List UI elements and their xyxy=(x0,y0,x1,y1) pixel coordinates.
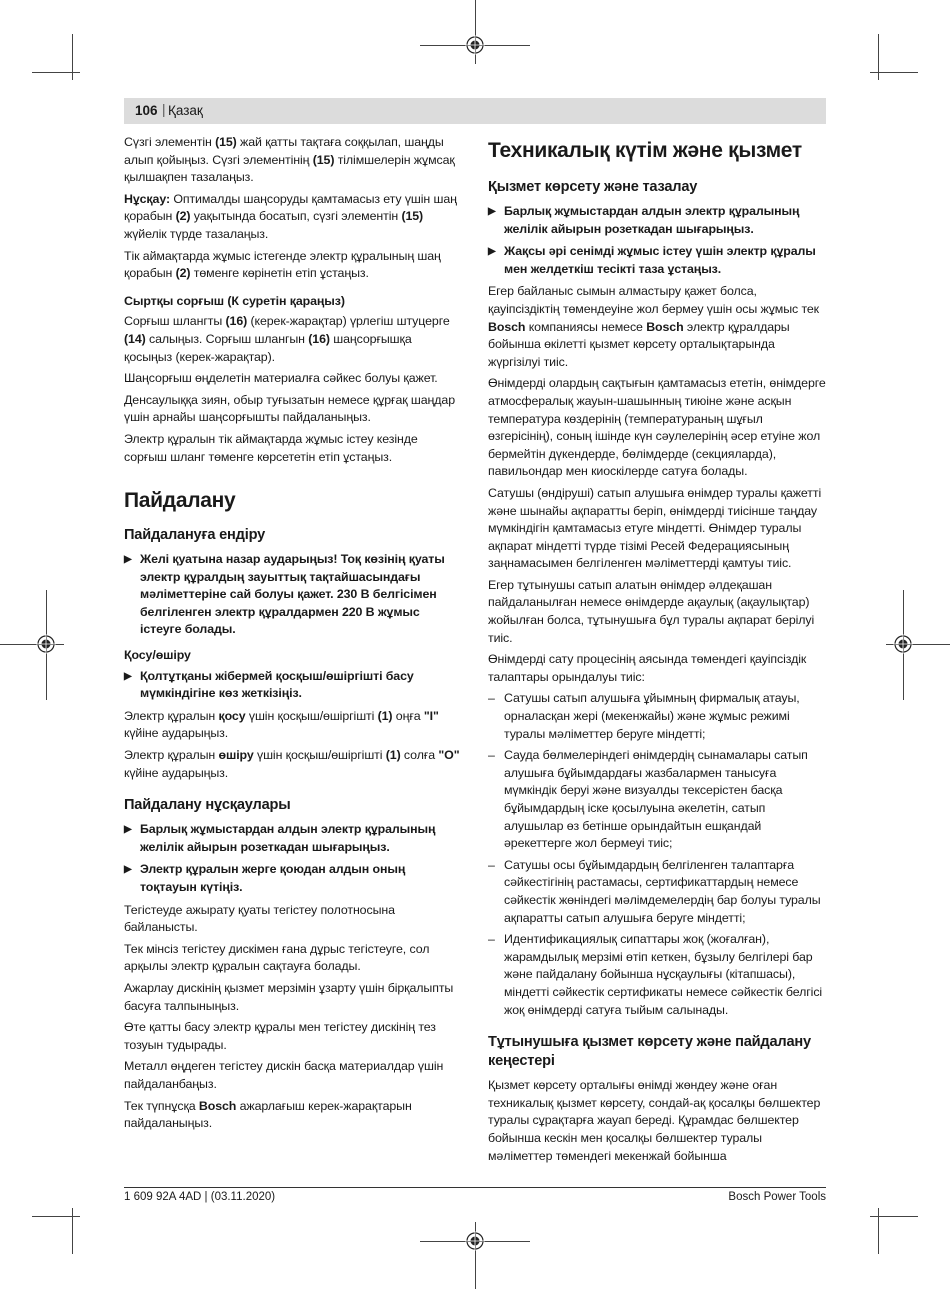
bullet-triangle-icon: ▶ xyxy=(124,824,132,836)
page-header xyxy=(124,98,826,124)
page-number: 106 xyxy=(135,103,158,118)
registration-target-icon xyxy=(36,634,56,654)
left-column xyxy=(124,134,460,1137)
bullet-triangle-icon: ▶ xyxy=(124,864,132,876)
footer-divider xyxy=(124,1187,826,1188)
paragraph-metal-disc: Металл өңдеген тегістеу дискін басқа материалдар үшін пайдаланбаңыз. xyxy=(124,1059,444,1091)
paragraph-filter-clean: Сүзгі элементін (15) жай қатты тақтаға соққылап, шаңды алып қойыңыз. Сүзгі элементінің (15) тілімшелерін жұмсақ қылшақпен тазалаңыз. xyxy=(124,135,455,185)
heading-on-off: Қосу/өшіру xyxy=(124,648,191,663)
bullet-keep-clean: ▶ Жақсы әрі сенімді жұмыс істеу үшін электр құралы мен желдеткіш тесікті таза ұстаңыз. xyxy=(488,244,816,276)
header-separator: | xyxy=(162,102,166,117)
paragraph-switch-on: Электр құралын қосу үшін қосқыш/өшіргішті (1) оңға "I" күйіне аударыңыз. xyxy=(124,708,439,741)
paragraph-safety-requirements: Өнімдерді сату процесінің аясында төмендегі қауіпсіздік талаптары орындалуы тиіс: xyxy=(488,652,807,684)
list-item: – Идентификациялық сипаттары жоқ (жоғалған), жарамдылық мерзімі өтіп кеткен, бұзылу белгілері бар және пайдалану бойынша нұсқаулығы (кітапшасы), міндетті сәйкестік сертификаты немесе сәйкестік белгісі жоқ өнімдерді сатуға тыйым салынады. xyxy=(488,932,823,1017)
bullet-voltage: ▶ Желі қуатына назар аударыңыз! Тоқ көзінің қуаты электр құралдың зауыттық тақтайшасындағы мәліметтеріне сай болуы қажет. 230 В белгісімен белгіленген электр құралдармен 220 В жұмыс істеуге болады. xyxy=(124,552,445,637)
paragraph-hose: Сорғыш шлангты (16) (керек-жарақтар) үрлегіш штуцерге (14) салыңыз. Сорғыш шлангын (16) шаңсорғышқа қосыңыз (керек-жарақтар). xyxy=(124,314,450,364)
paragraph-note: Нұсқау: Оптималды шаңсоруды қамтамасыз ету үшін шаң қорабын (2) уақытында босатып, сүзгі элементін (15) жүйелік түрде тазалаңыз. xyxy=(124,191,457,241)
heading-service-cleaning: Қызмет көрсету және тазалау xyxy=(488,179,698,195)
crop-mark-top-right-h xyxy=(870,72,918,73)
paragraph-seller-info: Сатушы (өндіруші) сатып алушыға өнімдер туралы қажетті және шынайы ақпаратты беріп, өнімдерді тиісінше таңдау мүмкіндігін қамтамасыз етуге міндетті. Өнімдер туралы ақпарат міндетті түрде тізімі Ресей Федерациясының заңнамасымен белгіленген мәліметтерді қамтуы тиіс. xyxy=(488,485,822,571)
heading-maintenance: Техникалық күтім және қызмет xyxy=(488,139,802,162)
crop-mark-top-right xyxy=(878,34,879,80)
crop-mark-bottom-left xyxy=(72,1208,73,1254)
crop-mark-top-left xyxy=(72,34,73,80)
bullet-unplug-maint: ▶ Барлық жұмыстардан алдын электр құралының желілік айырын розеткадан шығарыңыз. xyxy=(488,204,800,236)
paragraph-cord-replacement: Егер байланыс сымын алмастыру қажет болса, қауіпсіздіктің төмендеуіне жол бермеу үшін осы жұмыс тек Bosch компаниясы немесе Bosch электр құралдары бойынша өкілетті қызмет көрсету орталықтарында жүргізілуі тиіс. xyxy=(488,284,819,369)
list-item: – Сатушы осы бұйымдардың белгіленген талаптарға сәйкестігінің растамасы, сертификаттардың немесе сәйкестік жөніндегі мәлімдемелердің бар болуы туралы ақпаратты сатып алушыға беруге міндетті; xyxy=(488,857,821,925)
bullet-wait-stop: ▶ Электр құралын жерге қоюдан алдын оның тоқтауын күтіңіз. xyxy=(124,862,406,894)
paragraph-storage: Өнімдерді олардың сақтығын қамтамасыз ететін, өнімдерге атмосфералық жауын-шашынның тиюіне және асқын температура көздерінің (температураның шұғыл өзгерісінің), соның ішінде күн сәулелерінің әсер етуіне жол бермейтін дүкендерде, бөлімдерде (секцияларда), павильондар мен киоскілерде сатуға болады. xyxy=(488,376,826,479)
heading-startup: Пайдалануға ендіру xyxy=(124,527,266,544)
bullet-triangle-icon: ▶ xyxy=(124,554,132,566)
heading-usage: Пайдалану xyxy=(124,489,236,513)
heading-external-extraction: Сыртқы сорғыш (К суретін қараңыз) xyxy=(124,293,345,308)
bullet-triangle-icon: ▶ xyxy=(488,246,496,258)
list-item: – Сауда бөлмелеріндегі өнімдердің сынамалары сатып алушыға бұйымдардағы жазбалармен танысуға мүмкіндік беруі және визуалды тексерістен басқа бұйымдардың іске қосылуына әкелетін, сатып алушылар өз бетінше орындайтын ешқандай әрекеттерге жол бермеуі тиіс; xyxy=(488,748,808,851)
registration-target-icon xyxy=(893,634,913,654)
footer-doc-number: 1 609 92A 4AD | (03.11.2020) xyxy=(124,1191,276,1203)
paragraph-original-accessories: Тек түпнұсқа Bosch ажарлағыш керек-жарақтарын пайдаланыңыз. xyxy=(124,1098,412,1131)
paragraph-used-products: Егер тұтынушы сатып алатын өнімдер әлдеқашан пайдаланылған немесе өнімдерде ақаулық (ақаулықтар) жойылған болса, тұтынушыға бұл туралы ақпарат берілуі тиіс. xyxy=(488,577,815,645)
bullet-triangle-icon: ▶ xyxy=(124,670,132,682)
paragraph-switch-off: Электр құралын өшіру үшін қосқыш/өшіргішті (1) солға "O" күйіне аударыңыз. xyxy=(124,748,460,780)
paragraph-removal-rate: Тегістеуде ажырату қуаты тегістеу полотносына байланысты. xyxy=(124,902,395,935)
registration-target-icon xyxy=(465,35,485,55)
paragraph-perfect-disc: Тек мінсіз тегістеу дискімен ғана дұрыс тегістеуге, сол арқылы электр құралын сақтауға болады. xyxy=(124,941,430,974)
heading-instructions: Пайдалану нұсқаулары xyxy=(124,797,291,814)
paragraph-even-pressure: Ажарлау дискінің қызмет мерзімін ұзарту үшін бірқалыпты басуға талпыныңыз. xyxy=(124,980,454,1013)
bullet-on-off: ▶ Қолтұтқаны жібермей қосқыш/өшіргішті басу мүмкіндігіне көз жеткізіңіз. xyxy=(124,668,414,701)
paragraph-hose-down: Электр құралын тік аймақтарда жұмыс істеу кезінде сорғыш шланг төменге көрсететін етіп ұстаңыз. xyxy=(124,431,418,464)
header-language: Қазақ xyxy=(168,103,203,118)
crop-mark-bottom-right-h xyxy=(870,1216,918,1217)
bullet-triangle-icon: ▶ xyxy=(488,206,496,217)
paragraph-excess-pressure: Өте қатты басу электр құралы мен тегістеу дискінің тез тозуын тудырады. xyxy=(124,1020,436,1052)
crop-mark-top-left-h xyxy=(32,72,80,73)
bullet-unplug: ▶ Барлық жұмыстардан алдын электр құралының желілік айырын розеткадан шығарыңыз. xyxy=(124,822,436,854)
right-column xyxy=(488,134,826,1169)
list-item: – Сатушы сатып алушыға ұйымның фирмалық атауы, орналасқан жері (мекенжайы) және жұмыс режимі туралы мәліметтер беруге міндетті; xyxy=(488,691,800,741)
paragraph-vertical-work: Тік аймақтарда жұмыс істегенде электр құралының шаң қорабын (2) төменге көрінетін етіп ұстаңыз. xyxy=(124,248,441,281)
crop-mark-bottom-left-h xyxy=(32,1216,80,1217)
paragraph-vacuum-material: Шаңсорғыш өңделетін материалға сәйкес болуы қажет. xyxy=(124,371,438,386)
heading-consumer-service: Тұтынушыға қызмет көрсету және пайдалану кеңестері xyxy=(488,1034,811,1070)
paragraph-special-vacuum: Денсаулыққа зиян, обыр туғызатын немесе құрғақ шаңдар үшін арнайы шаңсорғышты пайдаланыңыз. xyxy=(124,392,456,425)
registration-target-icon xyxy=(465,1231,485,1251)
paragraph-service-center: Қызмет көрсету орталығы өнімді жөндеу және оған техникалық қызмет көрсету, сондай-ақ қосалқы бөлшектер туралы сұрақтарға жауап береді. Құрамдас бөлшектер бойынша кескін мен қосалқы бөлшектер туралы мәліметтер төмендегі мекенжай бойынша xyxy=(488,1078,821,1163)
footer-brand: Bosch Power Tools xyxy=(728,1191,826,1203)
crop-mark-bottom-right xyxy=(878,1208,879,1254)
